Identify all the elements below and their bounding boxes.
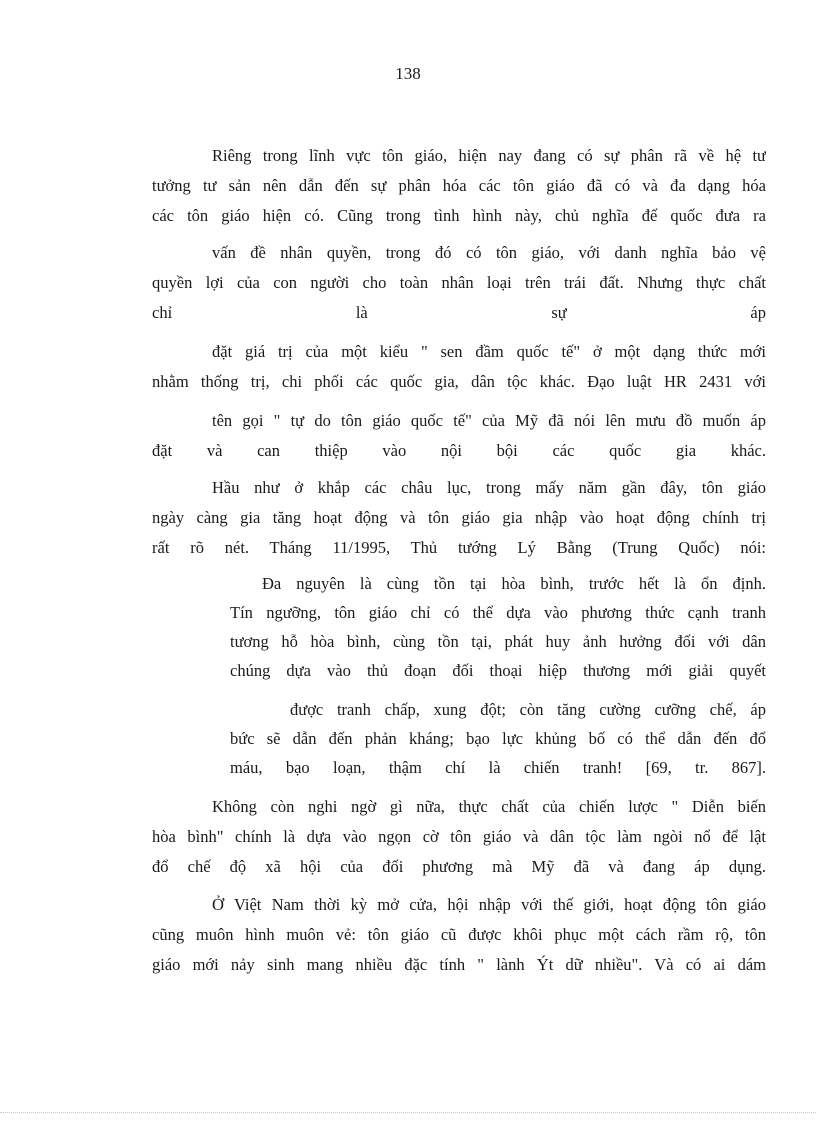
text-line: Hầu như ở khắp các châu lục, trong mấy năm gần đây, tôn giáo — [212, 478, 766, 497]
text-line: tên gọi " tự do tôn giáo quốc tế" của Mỹ đã nói lên mưu đồ muốn áp — [212, 411, 766, 430]
page-number: 138 — [395, 64, 421, 83]
text-line: cũng muôn hình muôn vẻ: tôn giáo cũ được khôi phục một cách rầm rộ, tôn — [152, 925, 766, 944]
text-line: tưởng tư sản nên dẫn đến sự phân hóa các tôn giáo đã có và đa dạng hóa — [152, 176, 766, 195]
text-line: quyền lợi của con người cho toàn nhân loại trên trái đất. Nhưng thực chất — [152, 273, 766, 292]
text-line: ngày càng gia tăng hoạt động và tôn giáo gia nhập vào hoạt động chính trị — [152, 508, 766, 527]
quote-line: bức sẽ dẫn đến phản kháng; bạo lực khủng bố có thể dẫn đến đổ — [230, 729, 766, 748]
quote-line: Đa nguyên là cùng tồn tại hòa bình, trước hết là ổn định. — [262, 574, 766, 593]
text-line: đặt giá trị của một kiểu " sen đầm quốc tế" ở một dạng thức mới — [212, 342, 766, 361]
quote-line: được tranh chấp, xung đột; còn tăng cường cưỡng chế, áp — [290, 700, 766, 719]
text-line: Riêng trong lĩnh vực tôn giáo, hiện nay đang có sự phân rã về hệ tư — [212, 146, 766, 165]
quote-line: máu, bạo loạn, thậm chí là chiến tranh! [69, tr. 867]. — [230, 758, 766, 777]
text-line: rất rõ nét. Tháng 11/1995, Thủ tướng Lý Bằng (Trung Quốc) nói: — [152, 538, 766, 557]
text-line: vấn đề nhân quyền, trong đó có tôn giáo, với danh nghĩa bảo vệ — [212, 243, 766, 262]
text-line: chỉ là sự áp — [152, 303, 766, 322]
quote-line: chúng dựa vào thủ đoạn đối thoại hiệp thương mới giải quyết — [230, 661, 766, 680]
page-bottom-rule — [0, 1112, 816, 1113]
text-line: nhằm thống trị, chi phối các quốc gia, dân tộc khác. Đạo luật HR 2431 với — [152, 372, 766, 391]
text-line: các tôn giáo hiện có. Cũng trong tình hình này, chủ nghĩa đế quốc đưa ra — [152, 206, 766, 225]
text-line: đổ chế độ xã hội của đối phương mà Mỹ đã và đang áp dụng. — [152, 857, 766, 876]
text-line: giáo mới nảy sinh mang nhiều đặc tính " lành Ýt dữ nhiều". Và có ai dám — [152, 955, 766, 974]
quote-line: tương hỗ hòa bình, cùng tồn tại, phát huy ảnh hưởng đối với dân — [230, 632, 766, 651]
text-line: Không còn nghi ngờ gì nữa, thực chất của chiến lược " Diễn biến — [212, 797, 766, 816]
quote-line: Tín ngưỡng, tôn giáo chỉ có thể dựa vào phương thức cạnh tranh — [230, 603, 766, 622]
text-line: Ở Việt Nam thời kỳ mở cửa, hội nhập với thế giới, hoạt động tôn giáo — [212, 895, 766, 914]
text-line: hòa bình" chính là dựa vào ngọn cờ tôn giáo và dân tộc làm ngòi nổ để lật — [152, 827, 766, 846]
text-line: đặt và can thiệp vào nội bội các quốc gia khác. — [152, 441, 766, 460]
